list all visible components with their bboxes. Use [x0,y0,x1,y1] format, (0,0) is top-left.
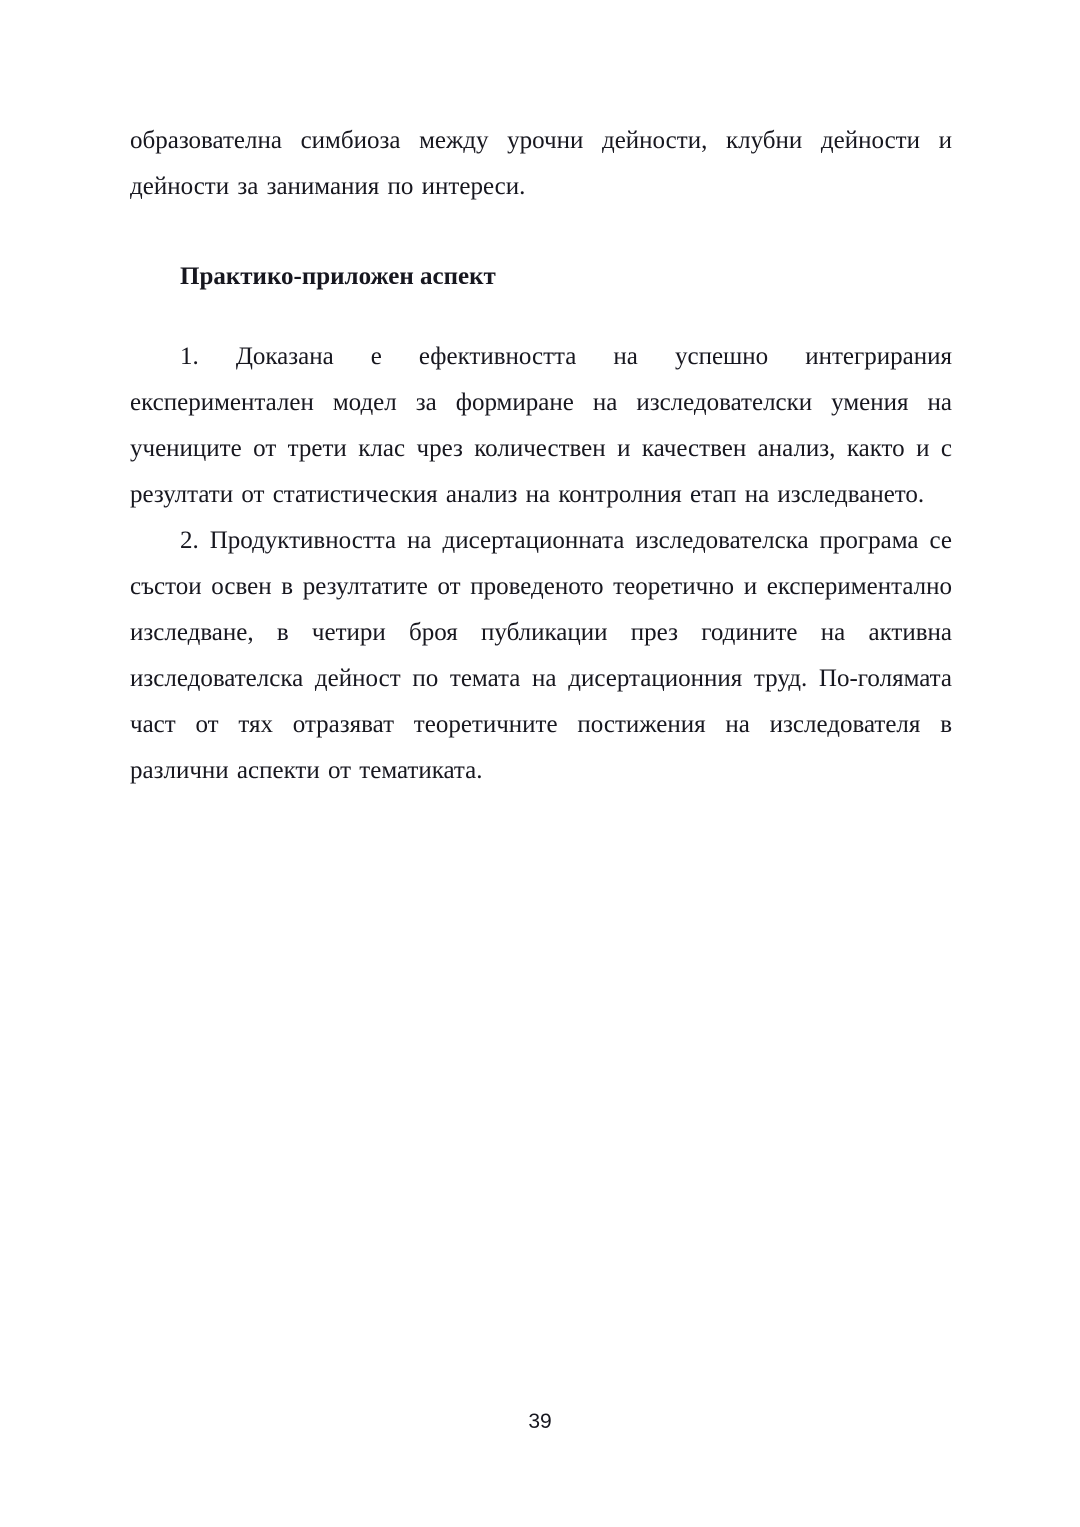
intro-paragraph: образователна симбиоза между урочни дейности, клубни дейности и дейности за занимания по интереси. [130,127,952,200]
list-item-2: 2. Продуктивността на дисертационната изследователска програма се състои освен в резултатите от проведеното теоретично и експериментално изследване, в четири броя публикации през годините на активна изследователска дейност по темата на дисертационния труд. По-голямата част от тях отразяват теоретичните постижения на изследователя в различни аспекти от тематиката. [130,527,952,784]
page-content [130,118,952,794]
section-heading: Практико-приложен аспект [180,263,496,290]
page-number: 39 [528,1410,552,1433]
list-item-1: 1. Доказана е ефективността на успешно интегрирания експериментален модел за формиране на изследователски умения на учениците от трети клас чрез количествен и качествен анализ, както и с резултати от статистическия анализ на контролния етап на изследването. [130,343,952,508]
